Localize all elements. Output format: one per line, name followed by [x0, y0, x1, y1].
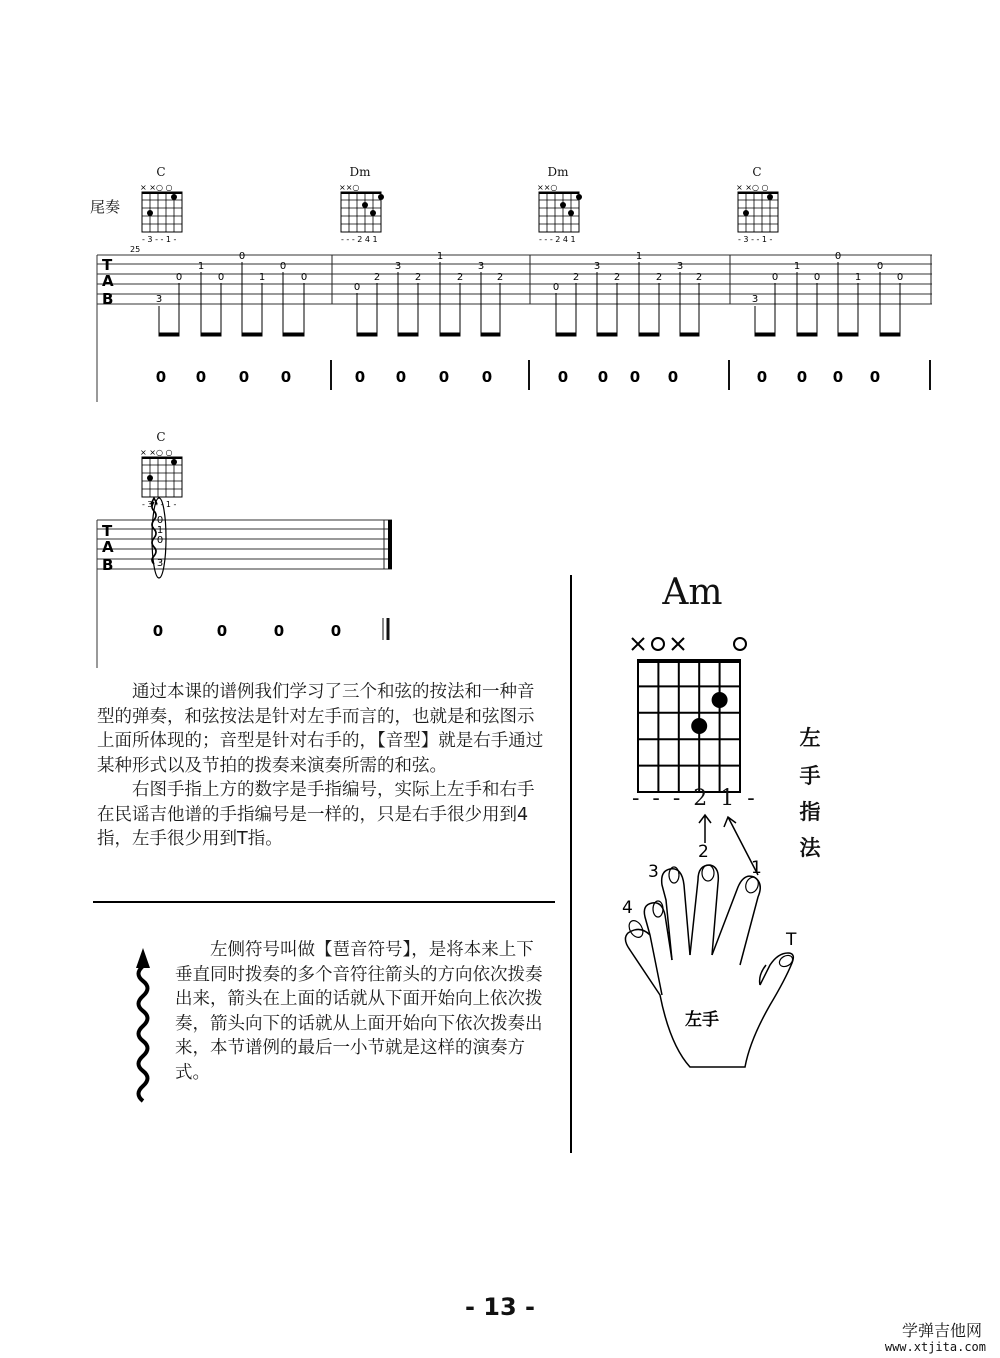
svg-text:1: 1 [751, 858, 762, 878]
svg-text:1: 1 [635, 251, 643, 262]
chord-diagram-dm-2 [537, 183, 582, 244]
svg-text:1: 1 [793, 261, 801, 272]
svg-text:0: 0 [629, 368, 641, 386]
svg-text:0: 0 [813, 272, 821, 283]
tab-system-row-1 [0, 0, 1000, 420]
svg-text:0: 0 [273, 622, 285, 640]
open-string-mark [652, 638, 664, 650]
svg-text:0: 0 [771, 272, 779, 283]
svg-text:0: 0 [280, 368, 292, 386]
section-label-outro: 尾奏 [90, 198, 121, 216]
svg-text:0: 0 [300, 272, 308, 283]
tab-system-row-2 [0, 440, 420, 670]
column-divider [569, 575, 573, 1155]
svg-text:0: 0 [597, 368, 609, 386]
svg-text:T: T [786, 930, 797, 950]
svg-text:0: 0 [557, 368, 569, 386]
svg-text:1: 1 [197, 261, 205, 272]
arpeggio-explanation [175, 938, 545, 1085]
svg-text:3: 3 [477, 261, 485, 272]
svg-text:2: 2 [695, 272, 703, 283]
svg-text:2: 2 [572, 272, 580, 283]
measure-number: 25 [130, 245, 141, 254]
svg-text:2: 2 [698, 842, 709, 862]
svg-text:0: 0 [156, 515, 164, 526]
svg-text:0: 0 [175, 272, 183, 283]
rhythm-marks-row-1 [156, 368, 880, 386]
svg-text:0: 0 [238, 251, 246, 262]
open-string-mark [734, 638, 746, 650]
paragraph-finger-numbering: 右图手指上方的数字是手指编号，实际上左手和右手在民谣吉他谱的手指编号是一样的，只是右手很少用到4指，左手很少用到T指。 [97, 780, 535, 849]
chord-name-c-final: C [156, 430, 166, 444]
chord-name-dm-2: Dm [547, 165, 569, 179]
svg-text:0: 0 [152, 622, 164, 640]
tab-letter-t: T [102, 256, 113, 274]
svg-text:2: 2 [414, 272, 422, 283]
chord-diagram-c-1 [140, 183, 182, 244]
tab-letter-b: B [102, 556, 114, 574]
svg-text:3: 3 [593, 261, 601, 272]
arpeggio-tab-numbers [157, 515, 163, 569]
svg-text:1: 1 [436, 251, 444, 262]
watermark-url: www.xtjita.com [884, 1340, 986, 1354]
tab-letter-b: B [102, 290, 114, 308]
svg-text:- 3 - - 1 -: - 3 - - 1 - [142, 500, 177, 509]
vertical-label-char-1: 左 [799, 726, 821, 750]
svg-text:0: 0 [279, 261, 287, 272]
svg-text:0: 0 [438, 368, 450, 386]
chord-top-marks: ××○ [537, 183, 558, 192]
svg-text:2: 2 [373, 272, 381, 283]
svg-text:0: 0 [667, 368, 679, 386]
svg-text:3: 3 [648, 862, 659, 882]
svg-text:0: 0 [217, 272, 225, 283]
string-mute-marks [632, 638, 684, 650]
svg-text:3: 3 [676, 261, 684, 272]
svg-text:1: 1 [854, 272, 862, 283]
chord-name-c-1: C [156, 165, 166, 179]
svg-text:0: 0 [834, 251, 842, 262]
finger-dot [712, 692, 728, 708]
chord-top-marks: × ×○ ○ [736, 183, 769, 192]
chord-finger-numbers: - - - 2 4 1 [539, 235, 576, 244]
svg-text:2: 2 [456, 272, 464, 283]
svg-text:3: 3 [156, 558, 164, 569]
tab-letter-a: A [102, 538, 114, 556]
svg-text:0: 0 [216, 622, 228, 640]
svg-text:0: 0 [832, 368, 844, 386]
section-divider [93, 900, 558, 904]
tab-letter-t: T [102, 522, 113, 540]
lesson-explanation [97, 680, 547, 852]
svg-text:0: 0 [896, 272, 904, 283]
finger-dot [691, 718, 707, 734]
svg-text:3: 3 [155, 294, 163, 305]
svg-text:0: 0 [238, 368, 250, 386]
svg-text:0: 0 [354, 368, 366, 386]
svg-text:0: 0 [876, 261, 884, 272]
chord-diagram-c-2 [736, 183, 778, 244]
vertical-label-char-2: 手 [799, 764, 821, 788]
svg-text:0: 0 [330, 622, 342, 640]
chord-finger-numbers: - 3 - - 1 - [142, 235, 177, 244]
paragraph-chords-and-patterns: 通过本课的谱例我们学习了三个和弦的按法和一种音型的弹奏，和弦按法是针对左手而言的，也就是和弦图示上面所体现的；音型是针对右手的，【音型】就是右手通过某种形式以及节拍的拨奏来演奏所需的和弦。 [97, 682, 544, 776]
svg-text:0: 0 [796, 368, 808, 386]
vertical-label-char-4: 法 [799, 836, 821, 860]
chord-name-c-2: C [752, 165, 762, 179]
chord-name-dm-1: Dm [349, 165, 371, 179]
svg-text:2: 2 [655, 272, 663, 283]
svg-text:1: 1 [156, 525, 164, 536]
chord-top-marks: × ×○ ○ [140, 183, 173, 192]
big-chord-finger-numbers: - - - 2 1 - [632, 786, 758, 811]
chord-finger-numbers: - - - 2 4 1 [341, 235, 378, 244]
left-hand-illustration [610, 805, 820, 1085]
chord-top-marks: ××○ [339, 183, 360, 192]
svg-text:0: 0 [353, 282, 361, 293]
vertical-label-char-3: 指 [799, 800, 821, 824]
svg-text:0: 0 [756, 368, 768, 386]
svg-text:0: 0 [869, 368, 881, 386]
svg-text:4: 4 [622, 898, 633, 918]
svg-text:3: 3 [751, 294, 759, 305]
rhythm-marks-row-2 [153, 622, 341, 640]
chord-finger-numbers: - 3 - - 1 - [738, 235, 773, 244]
svg-text:0: 0 [395, 368, 407, 386]
svg-text:2: 2 [613, 272, 621, 283]
page-number: - 13 - [464, 1293, 536, 1321]
chord-diagram-dm-1 [339, 183, 384, 244]
svg-text:2: 2 [496, 272, 504, 283]
paragraph-arpeggio-symbol: 左侧符号叫做【琶音符号】，是将本来上下垂直同时拨奏的多个音符往箭头的方向依次拨奏出来，箭头在上面的话就从下面开始向上依次拨奏，箭头向下的话就从上面开始向下依次拨奏出来，本节谱例的最后一小节就是这样的演奏方式。 [175, 940, 543, 1083]
hand-label: 左手 [685, 1010, 719, 1030]
svg-text:0: 0 [156, 535, 164, 546]
svg-text:× ×○ ○: × ×○ ○ [140, 448, 173, 457]
svg-text:0: 0 [481, 368, 493, 386]
svg-text:1: 1 [258, 272, 266, 283]
tab-letter-a: A [102, 272, 114, 290]
big-chord-name: Am [662, 572, 723, 613]
svg-text:3: 3 [394, 261, 402, 272]
hand-outline [625, 865, 793, 1067]
arpeggio-symbol [125, 940, 165, 1110]
svg-text:0: 0 [195, 368, 207, 386]
svg-text:0: 0 [552, 282, 560, 293]
watermark-title: 学弹吉他网 [901, 1321, 982, 1340]
svg-text:0: 0 [155, 368, 167, 386]
